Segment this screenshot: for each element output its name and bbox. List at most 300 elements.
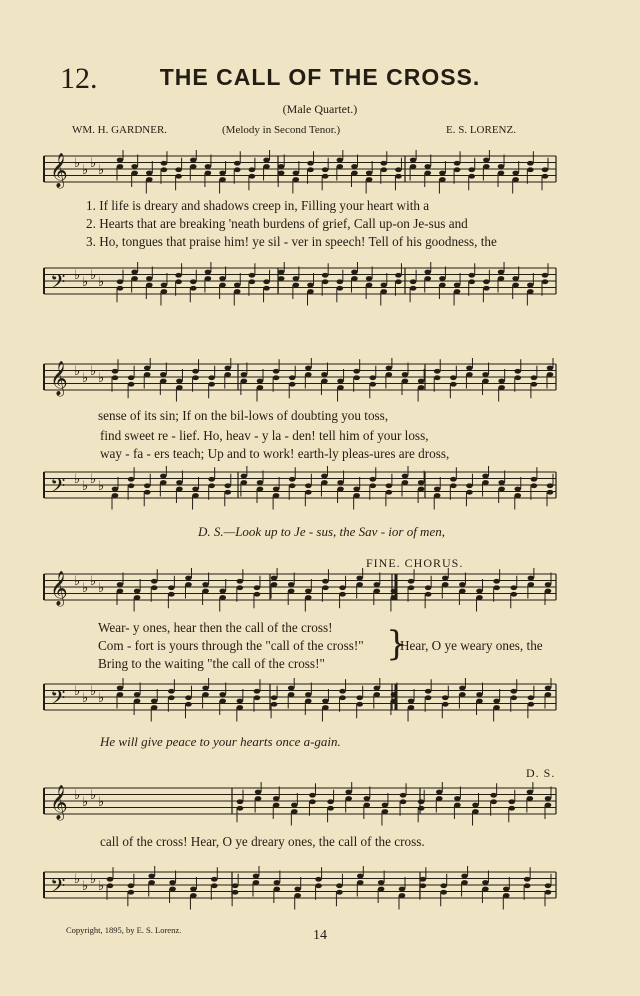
note-head [418, 480, 425, 485]
note-head [336, 890, 343, 895]
note-head [322, 585, 329, 590]
note-head [493, 579, 500, 584]
note-head [237, 799, 244, 804]
note-head [160, 480, 167, 485]
note-head [161, 283, 168, 288]
note-head [542, 174, 549, 179]
note-head [234, 289, 241, 294]
note-head [337, 164, 344, 169]
note-head [131, 270, 138, 275]
note-head [512, 177, 519, 182]
note-head [176, 487, 183, 492]
note-head [418, 379, 425, 384]
note-head [131, 276, 138, 281]
note-head [400, 793, 407, 798]
composer-credit: E. S. LORENZ. [446, 124, 516, 136]
system-4-lyric: call of the cross! Hear, O ye dreary ones, the call of the cross. [100, 834, 425, 849]
note-head [351, 276, 358, 281]
note-head [169, 887, 176, 892]
note-head [208, 483, 215, 488]
note-head [144, 372, 151, 377]
note-head [459, 686, 466, 691]
note-head [176, 385, 183, 390]
note-head [366, 171, 373, 176]
note-head [255, 796, 262, 801]
note-head [374, 686, 381, 691]
chorus-brace: } [386, 624, 408, 664]
note-head [117, 158, 124, 163]
note-head [510, 695, 517, 700]
note-head [168, 585, 175, 590]
hymn-number: 12. [60, 62, 98, 95]
system-3-lower-staff [0, 678, 640, 728]
note-head [380, 283, 387, 288]
note-head [493, 699, 500, 704]
note-head [391, 589, 398, 594]
note-head [410, 164, 417, 169]
note-head [128, 375, 135, 380]
flat-icon: ♭ [74, 268, 81, 283]
note-head [234, 283, 241, 288]
note-head [498, 164, 505, 169]
note-head [482, 880, 489, 885]
note-head [253, 880, 260, 885]
note-head [408, 579, 415, 584]
note-head [490, 799, 497, 804]
note-head [364, 803, 371, 808]
note-head [293, 276, 300, 281]
note-head [528, 702, 535, 707]
note-head [498, 270, 505, 275]
note-head [380, 167, 387, 172]
note-head [357, 874, 364, 879]
note-head [353, 369, 360, 374]
note-head [219, 595, 226, 600]
note-head [351, 171, 358, 176]
note-head [234, 167, 241, 172]
note-head [461, 880, 468, 885]
note-head [273, 487, 280, 492]
note-head [117, 279, 124, 284]
note-head [205, 164, 212, 169]
note-head [366, 177, 373, 182]
note-head [339, 585, 346, 590]
note-head [305, 483, 312, 488]
note-head [237, 579, 244, 584]
note-head [337, 487, 344, 492]
note-head [131, 164, 138, 169]
note-head [117, 692, 124, 697]
note-head [321, 372, 328, 377]
note-head [366, 276, 373, 281]
note-head [190, 887, 197, 892]
note-head [493, 705, 500, 710]
note-head [391, 595, 398, 600]
note-head [476, 595, 483, 600]
note-head [288, 686, 295, 691]
note-head [263, 158, 270, 163]
flat-icon: ♭ [74, 684, 81, 699]
note-head [351, 270, 358, 275]
note-head [420, 877, 427, 882]
note-head [380, 161, 387, 166]
note-head [454, 803, 461, 808]
note-head [382, 803, 389, 808]
flat-icon: ♭ [90, 574, 97, 589]
bass-clef-icon: 𝄢 [50, 874, 66, 902]
note-head [321, 480, 328, 485]
note-head [542, 279, 549, 284]
note-head [450, 382, 457, 387]
note-head [459, 692, 466, 697]
note-head [257, 487, 264, 492]
note-head [545, 582, 552, 587]
note-head [273, 803, 280, 808]
note-head [278, 270, 285, 275]
system-3-upper-staff [0, 568, 640, 618]
note-head [175, 167, 182, 172]
note-head [131, 171, 138, 176]
note-head [424, 270, 431, 275]
note-head [490, 793, 497, 798]
note-head [161, 167, 168, 172]
note-head [271, 695, 278, 700]
note-head [309, 793, 316, 798]
note-head [454, 289, 461, 294]
note-head [175, 273, 182, 278]
note-head [364, 796, 371, 801]
note-head [472, 803, 479, 808]
note-head [510, 689, 517, 694]
note-head [293, 177, 300, 182]
flat-icon: ♭ [74, 156, 81, 171]
flat-icon: ♭ [82, 581, 89, 596]
note-head [202, 692, 209, 697]
note-head [527, 790, 534, 795]
note-head [468, 273, 475, 278]
system-3-chorus-lyric: Hear, O ye weary ones, the [400, 638, 543, 653]
note-head [434, 369, 441, 374]
note-head [425, 689, 432, 694]
note-head [454, 283, 461, 288]
fine-chorus-marker: FINE. CHORUS. [366, 556, 464, 570]
note-head [321, 474, 328, 479]
note-head [234, 161, 241, 166]
note-head [439, 177, 446, 182]
note-head [527, 161, 534, 166]
system-2-ds-text: D. S.—Look up to Je - sus, the Sav - ior of men, [198, 524, 445, 539]
note-head [508, 806, 515, 811]
note-head [395, 279, 402, 284]
flat-icon: ♭ [82, 479, 89, 494]
note-head [273, 369, 280, 374]
note-head [128, 883, 135, 888]
note-head [425, 585, 432, 590]
note-head [190, 158, 197, 163]
note-head [337, 279, 344, 284]
note-head [399, 887, 406, 892]
note-head [289, 477, 296, 482]
note-head [442, 576, 449, 581]
note-head [482, 474, 489, 479]
note-head [374, 692, 381, 697]
note-head [339, 592, 346, 597]
flat-icon: ♭ [82, 163, 89, 178]
lyricist-credit: WM. H. GARDNER. [72, 124, 168, 136]
note-head [257, 379, 264, 384]
note-head [185, 702, 192, 707]
system-3-ds-text: He will give peace to your hearts once a-gain. [100, 734, 341, 749]
note-head [514, 375, 521, 380]
note-head [249, 273, 256, 278]
note-head [391, 692, 398, 697]
note-head [255, 790, 262, 795]
note-head [356, 576, 363, 581]
note-head [288, 582, 295, 587]
note-head [151, 579, 158, 584]
note-head [353, 487, 360, 492]
note-head [219, 283, 226, 288]
note-head [144, 490, 151, 495]
note-head [146, 283, 153, 288]
note-head [148, 874, 155, 879]
treble-clef-icon: 𝄞 [50, 153, 68, 188]
note-head [483, 279, 490, 284]
system-2-upper-staff [0, 358, 640, 408]
note-head [514, 369, 521, 374]
note-head [273, 796, 280, 801]
note-head [128, 890, 135, 895]
note-head [293, 283, 300, 288]
note-head [345, 796, 352, 801]
note-head [461, 874, 468, 879]
note-head [424, 164, 431, 169]
note-head [356, 695, 363, 700]
note-head [545, 803, 552, 808]
note-head [482, 379, 489, 384]
system-2-verse-1: sense of its sin; If on the bil-lows of doubting you toss, [98, 408, 389, 423]
note-head [148, 880, 155, 885]
note-head [305, 490, 312, 495]
note-head [263, 286, 270, 291]
system-3-verse-1: Wear- y ones, hear then the call of the cross! [98, 620, 333, 635]
note-head [454, 167, 461, 172]
note-head [192, 375, 199, 380]
note-head [545, 890, 552, 895]
note-head [322, 579, 329, 584]
note-head [356, 582, 363, 587]
note-head [424, 171, 431, 176]
system-1-verse-2: 2. Hearts that are breaking 'neath burdens of grief, Call up-on Je-sus and [86, 216, 468, 231]
note-head [395, 167, 402, 172]
note-head [322, 174, 329, 179]
note-head [399, 893, 406, 898]
note-head [257, 480, 264, 485]
note-head [190, 164, 197, 169]
note-head [305, 589, 312, 594]
note-head [531, 483, 538, 488]
flat-icon: ♭ [90, 788, 97, 803]
note-head [232, 890, 239, 895]
note-head [112, 369, 119, 374]
note-head [439, 283, 446, 288]
bass-clef-icon: 𝄢 [50, 474, 66, 502]
note-head [420, 883, 427, 888]
note-head [542, 273, 549, 278]
note-head [400, 799, 407, 804]
note-head [202, 686, 209, 691]
flat-icon: ♭ [74, 364, 81, 379]
note-head [547, 366, 554, 371]
note-head [402, 474, 409, 479]
note-head [161, 289, 168, 294]
note-head [425, 695, 432, 700]
note-head [219, 177, 226, 182]
note-head [408, 705, 415, 710]
note-head [337, 379, 344, 384]
note-head [440, 890, 447, 895]
note-head [208, 382, 215, 387]
note-head [353, 375, 360, 380]
note-head [293, 171, 300, 176]
note-head [508, 799, 515, 804]
note-head [356, 702, 363, 707]
note-head [237, 699, 244, 704]
note-head [305, 372, 312, 377]
note-head [112, 493, 119, 498]
note-head [476, 589, 483, 594]
note-head [185, 695, 192, 700]
note-head [224, 372, 231, 377]
note-head [263, 164, 270, 169]
system-2-verse-2: find sweet re - lief. Ho, heav - y la - den! tell him of your loss, [100, 428, 429, 443]
note-head [351, 164, 358, 169]
note-head [418, 487, 425, 492]
flat-icon: ♭ [82, 371, 89, 386]
flat-icon: ♭ [98, 691, 105, 706]
note-head [366, 283, 373, 288]
note-head [185, 576, 192, 581]
note-head [527, 796, 534, 801]
note-head [322, 279, 329, 284]
note-head [263, 279, 270, 284]
note-head [439, 171, 446, 176]
treble-clef-icon: 𝄞 [50, 785, 68, 820]
note-head [219, 589, 226, 594]
flat-icon: ♭ [98, 275, 105, 290]
note-head [524, 877, 531, 882]
flat-icon: ♭ [98, 163, 105, 178]
note-head [454, 796, 461, 801]
note-head [322, 699, 329, 704]
system-1-verse-1: 1. If life is dreary and shadows creep in, Filling your heart with a [86, 198, 430, 213]
note-head [168, 592, 175, 597]
note-head [294, 887, 301, 892]
note-head [531, 382, 538, 387]
note-head [503, 887, 510, 892]
note-head [278, 276, 285, 281]
note-head [425, 592, 432, 597]
note-head [531, 375, 538, 380]
note-head [503, 893, 510, 898]
note-head [512, 283, 519, 288]
note-head [117, 286, 124, 291]
note-head [278, 164, 285, 169]
note-head [211, 883, 218, 888]
note-head [450, 375, 457, 380]
ds-marker: D. S. [526, 766, 556, 780]
note-head [128, 382, 135, 387]
note-head [176, 379, 183, 384]
note-head [271, 582, 278, 587]
note-head [483, 164, 490, 169]
note-head [309, 799, 316, 804]
treble-clef-icon: 𝄞 [50, 361, 68, 396]
note-head [112, 375, 119, 380]
note-head [134, 692, 141, 697]
note-head [205, 270, 212, 275]
note-head [253, 874, 260, 879]
note-head [466, 483, 473, 488]
note-head [192, 487, 199, 492]
note-head [205, 276, 212, 281]
note-head [468, 174, 475, 179]
note-head [386, 490, 393, 495]
flat-icon: ♭ [82, 691, 89, 706]
note-head [185, 582, 192, 587]
note-head [482, 372, 489, 377]
note-head [472, 809, 479, 814]
note-head [322, 273, 329, 278]
note-head [442, 702, 449, 707]
note-head [337, 158, 344, 163]
note-head [175, 174, 182, 179]
note-head [402, 379, 409, 384]
note-head [545, 692, 552, 697]
system-1-lower-staff [0, 262, 640, 322]
note-head [289, 483, 296, 488]
note-head [410, 286, 417, 291]
flat-icon: ♭ [90, 872, 97, 887]
note-head [547, 490, 554, 495]
note-head [307, 167, 314, 172]
note-head [353, 493, 360, 498]
note-head [402, 480, 409, 485]
note-head [176, 480, 183, 485]
note-head [168, 689, 175, 694]
note-head [408, 699, 415, 704]
note-head [254, 585, 261, 590]
note-head [241, 474, 248, 479]
note-head [117, 589, 124, 594]
note-head [378, 880, 385, 885]
note-head [369, 375, 376, 380]
note-head [254, 592, 261, 597]
note-head [466, 490, 473, 495]
flat-icon: ♭ [98, 581, 105, 596]
note-head [459, 589, 466, 594]
note-head [224, 490, 231, 495]
note-head [482, 887, 489, 892]
note-head [117, 164, 124, 169]
note-head [483, 158, 490, 163]
note-head [107, 877, 114, 882]
note-head [493, 585, 500, 590]
note-head [315, 877, 322, 882]
note-head [395, 273, 402, 278]
note-head [273, 493, 280, 498]
note-head [307, 289, 314, 294]
